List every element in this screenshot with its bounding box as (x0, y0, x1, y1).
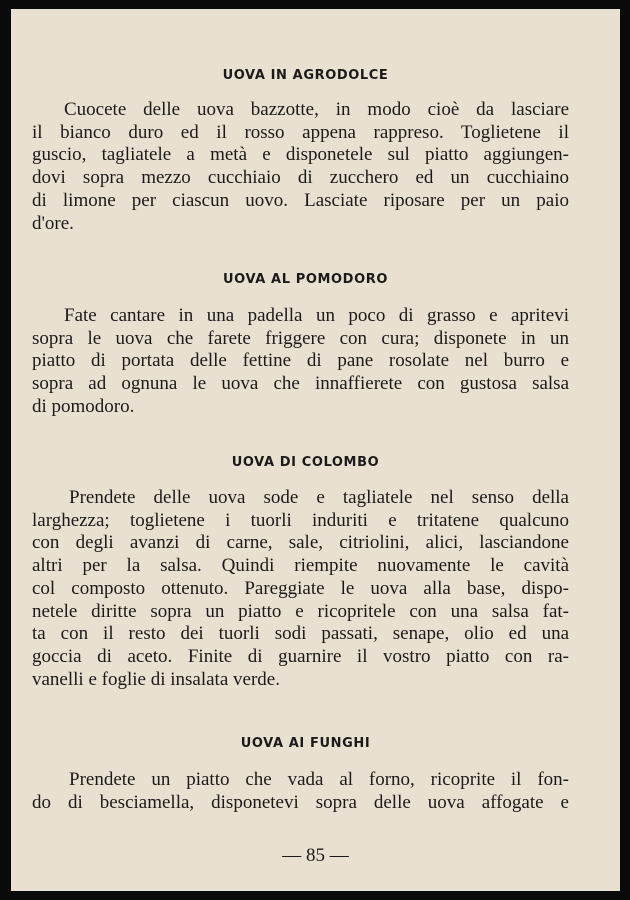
book-page (11, 9, 620, 891)
section-heading-funghi: UOVA AI FUNGHI (240, 736, 371, 751)
section-heading-pomodoro: UOVA AL POMODORO (223, 272, 388, 287)
section-body-funghi (32, 769, 569, 814)
text-line: il bianco duro ed il rosso appena rappreso. Toglietene il (32, 121, 569, 143)
text-line: sopra ad ognuna le uova che innaffierete con gustosa salsa (32, 373, 569, 395)
text-line: col composto ottenuto. Pareggiate le uova alla base, dispo- (32, 577, 569, 599)
text-line: ta con il resto dei tuorli sodi passati, senape, olio ed una (32, 623, 569, 645)
page-number: — 85 — (282, 845, 349, 866)
section-body-pomodoro (32, 305, 569, 419)
text-line: Prendete delle uova sode e tagliatele nel senso della (69, 487, 569, 508)
text-line: Prendete un piatto che vada al forno, ricoprite il fon- (69, 769, 569, 790)
text-line: netele diritte sopra un piatto e ricopritele con una salsa fat- (32, 600, 569, 622)
text-line: goccia di aceto. Finite di guarnire il vostro piatto con ra- (32, 645, 569, 667)
text-line: vanelli e foglie di insalata verde. (32, 668, 280, 690)
text-line: con degli avanzi di carne, sale, citriolini, alici, lasciandone (32, 532, 569, 554)
section-body-colombo (32, 487, 569, 691)
text-line: piatto di portata delle fettine di pane rosolate nel burro e (32, 350, 569, 372)
section-heading-agrodolce: UOVA IN AGRODOLCE (222, 68, 389, 83)
text-line: do di besciamella, disponetevi sopra delle uova affogate e (32, 791, 569, 813)
text-line: d'ore. (32, 212, 74, 234)
text-line: larghezza; toglietene i tuorli induriti e tritatene qualcuno (32, 509, 569, 531)
text-line: guscio, tagliatele a metà e disponetele sul piatto aggiungen- (32, 144, 569, 166)
text-line: Cuocete delle uova bazzotte, in modo cioè da lasciare (64, 99, 569, 120)
text-line: dovi sopra mezzo cucchiaio di zucchero ed un cucchiaino (32, 167, 569, 189)
text-line: di pomodoro. (32, 395, 135, 417)
text-line: Fate cantare in una padella un poco di grasso e apritevi (64, 305, 569, 326)
section-body-agrodolce (32, 99, 569, 235)
text-line: sopra le uova che farete friggere con cura; disponete in un (32, 327, 569, 349)
section-heading-colombo: UOVA DI COLOMBO (231, 455, 380, 470)
text-line: di limone per ciascun uovo. Lasciate riposare per un paio (32, 189, 569, 211)
text-line: altri per la salsa. Quindi riempite nuovamente le cavità (32, 555, 569, 577)
